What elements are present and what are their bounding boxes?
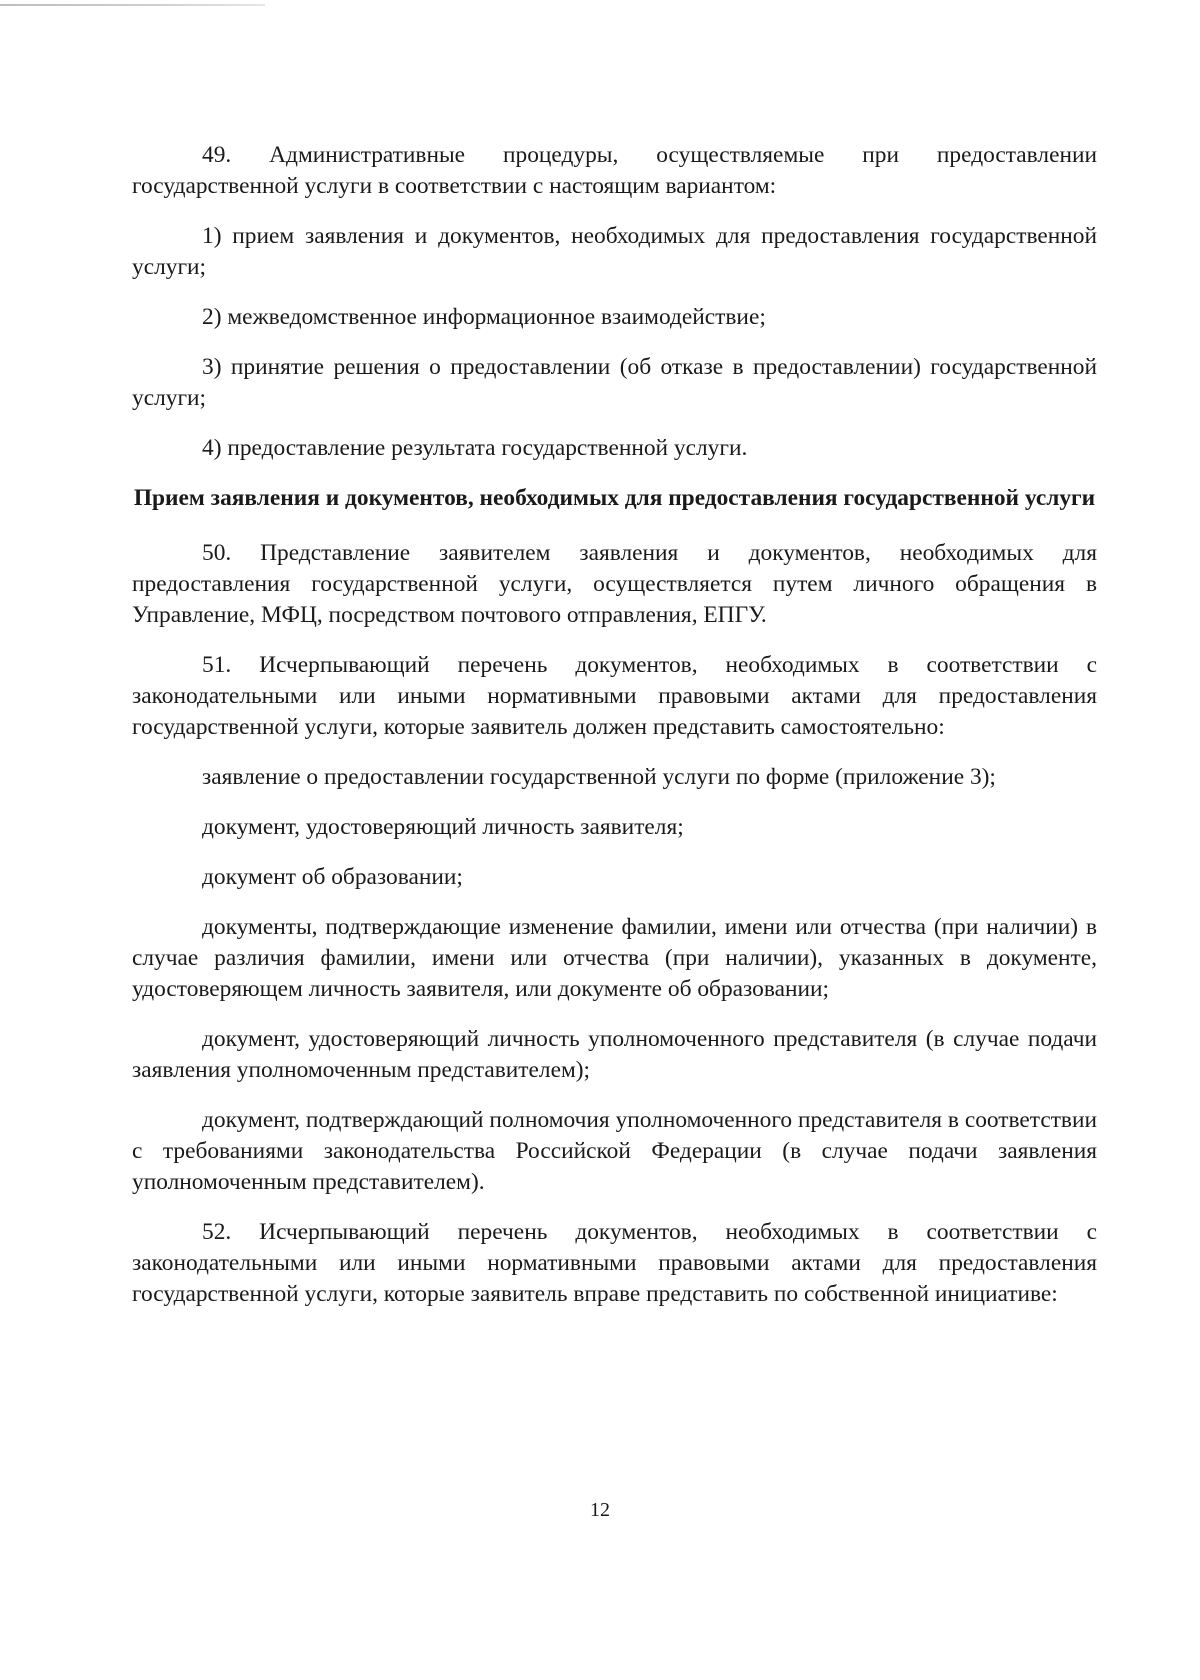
- paragraph-51-item-education: документ об образовании;: [202, 864, 463, 890]
- paragraph-51-item-application: заявление о предоставлении государственной услуги по форме (приложение 3);: [202, 764, 996, 790]
- paragraph-49: 49. Административные процедуры, осуществляемые при предоставлении государственной услуги в соответствии с настоящим вариантом:: [132, 142, 1097, 199]
- paragraph-50: 50. Представление заявителем заявления и документов, необходимых для предоставления государственной услуги, осуществляется путем личного обращения в Управление, МФЦ, посредством почтового отправления, ЕПГУ.: [132, 540, 1097, 628]
- page-number: 12: [590, 1499, 610, 1521]
- section-heading: Прием заявления и документов, необходимых для предоставления государственной услуги: [133, 485, 1096, 511]
- paragraph-49-item-1: 1) прием заявления и документов, необходимых для предоставления государственной услуги;: [132, 223, 1097, 280]
- paragraph-51-item-name-change: документы, подтверждающие изменение фамилии, имени или отчества (при наличии) в случае различия фамилии, имени или отчества (при наличии), указанных в документе, удостоверяющем личность заявителя, или документе об образовании;: [132, 914, 1097, 1002]
- paragraph-51: 51. Исчерпывающий перечень документов, необходимых в соответствии с законодательными или иными нормативными правовыми актами для предоставления государственной услуги, которые заявитель должен представить самостоятельно:: [132, 652, 1097, 740]
- paragraph-49-item-3: 3) принятие решения о предоставлении (об отказе в предоставлении) государственной услуги;: [132, 354, 1097, 411]
- paragraph-51-item-representative-authority: документ, подтверждающий полномочия уполномоченного представителя в соответствии с требованиями законодательства Российской Федерации (в случае подачи заявления уполномоченным представителем).: [132, 1107, 1097, 1195]
- paragraph-51-item-representative-identity: документ, удостоверяющий личность уполномоченного представителя (в случае подачи заявления уполномоченным представителем);: [132, 1026, 1097, 1083]
- paragraph-51-item-identity: документ, удостоверяющий личность заявителя;: [202, 814, 684, 840]
- paragraph-49-item-2: 2) межведомственное информационное взаимодействие;: [202, 304, 766, 330]
- scan-artifact-line: [0, 4, 265, 6]
- document-page: [132, 140, 1097, 1329]
- paragraph-52: 52. Исчерпывающий перечень документов, необходимых в соответствии с законодательными или иными нормативными правовыми актами для предоставления государственной услуги, которые заявитель вправе представить по собственной инициативе:: [132, 1219, 1097, 1307]
- paragraph-49-item-4: 4) предоставление результата государственной услуги.: [202, 435, 748, 461]
